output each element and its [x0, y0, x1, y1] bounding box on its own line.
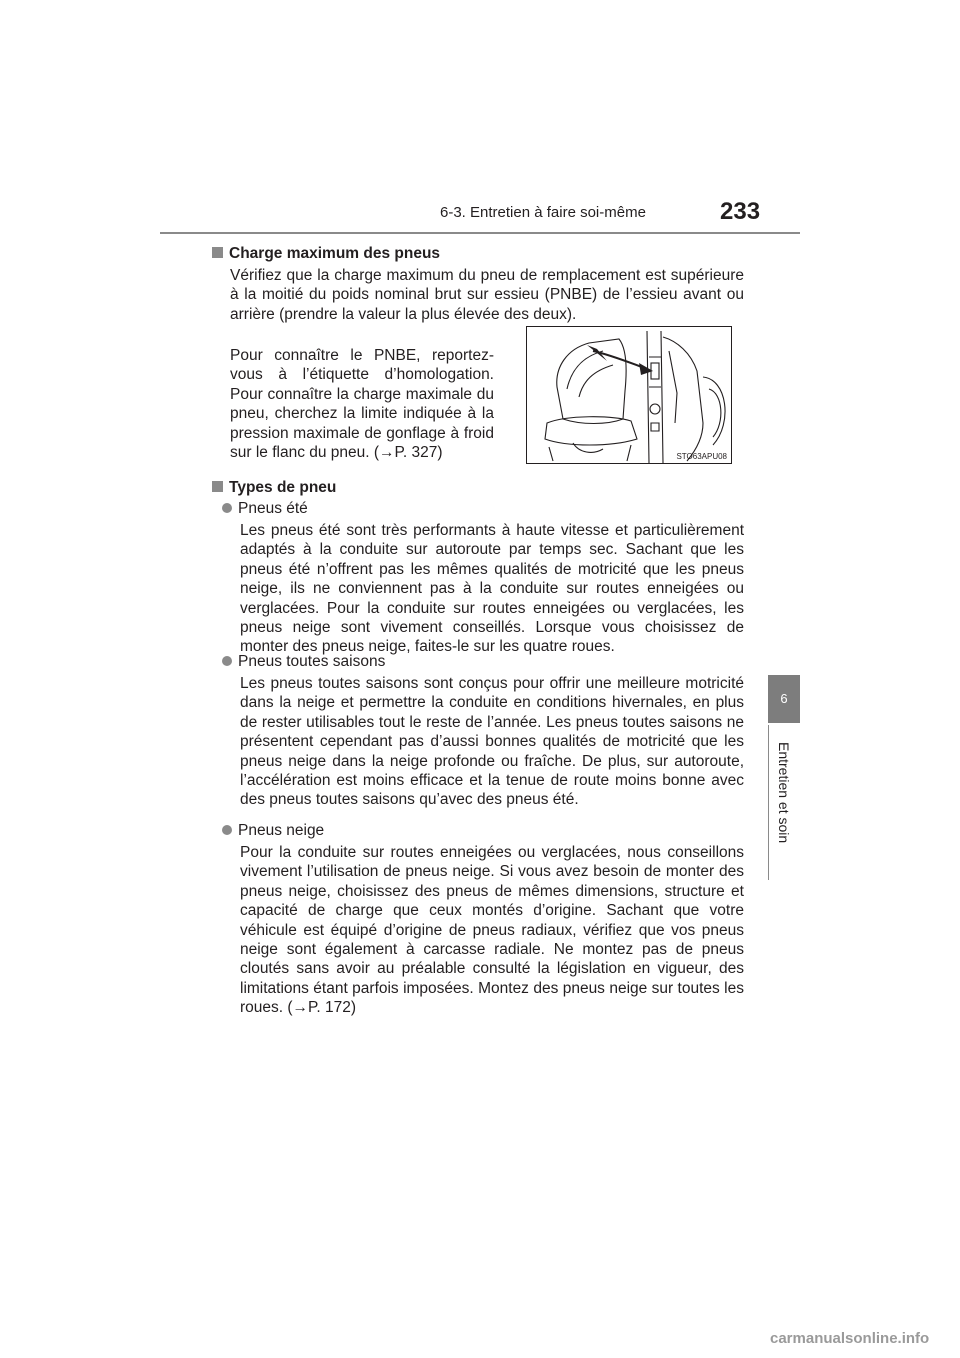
chapter-number-tab[interactable]: 6 — [768, 675, 800, 723]
all-season-tire-title: Pneus toutes saisons — [238, 653, 386, 670]
figure-code: STO63APU08 — [676, 452, 727, 461]
charge-paragraph: Vérifiez que la charge maximum du pneu de remplacement est supérieure à la moitié du poids nominal brut sur essieu (PNBE) de l’essieu avant ou arrière (prendre la valeur la plus élevée des deux). — [230, 267, 744, 323]
snow-tire-text: Pour la conduite sur routes enneigées ou verglacées, nous conseillons vivement l’utilisation de pneus neige. Si vous avez besoin de monter des pneus neige, choisissez des pneus de mêmes dimensions, structure et capacité de charge que ceux montés d’origine. Sachant que votre véhicule est équipé d’origine de pneus radiaux, vérifiez que vos pneus neige sont également à carcasse radiale. Ne montez pas de pneus cloutés sans avoir au préalable consulté la législation en vigueur, des limitations étant parfois imposées. Montez des pneus neige sur toutes les roues. (→P. 172) — [240, 844, 744, 1017]
pnbe-paragraph: Pour connaître le PNBE, reportez-vous à l’étiquette d’homologation. Pour connaître la charge maximale du pneu, cherchez la limite indiquée à la pression maximale de gonflage à froid sur le flanc du pneu. (→P. 327) — [230, 347, 494, 462]
page-number: 233 — [720, 198, 761, 225]
types-heading — [212, 479, 336, 497]
round-bullet-icon — [222, 503, 232, 513]
snow-tire-title: Pneus neige — [238, 822, 325, 839]
snow-tire-item — [222, 822, 324, 840]
watermark: carmanualsonline.info — [770, 1330, 930, 1347]
door-label-illustration — [526, 326, 732, 464]
car-door-drawing — [527, 327, 731, 463]
charge-heading — [212, 245, 440, 263]
header-divider — [160, 232, 800, 234]
round-bullet-icon — [222, 656, 232, 666]
charge-heading-text: Charge maximum des pneus — [229, 245, 441, 262]
types-heading-text: Types de pneu — [229, 479, 337, 496]
all-season-tire-text: Les pneus toutes saisons sont conçus pour offrir une meilleure motricité dans la neige et permettre la conduite en conditions hivernales, en plus de rester utilisables tout le reste de l’année. Les pneus toutes saisons ne présentent cependant pas d’aussi bonnes qualités de motricité que les pneus neige dans la neige profonde ou fraîche. De plus, sur autoroute, l’accélération est moins efficace et la tenue de route moins bonne avec des pneus toutes saisons qu’avec des pneus été. — [240, 675, 744, 809]
summer-tire-title: Pneus été — [238, 500, 308, 517]
chapter-title-tab[interactable]: Entretien et soin — [776, 742, 792, 844]
all-season-tire-item — [222, 653, 385, 671]
square-bullet-icon — [212, 247, 223, 258]
summer-tire-text: Les pneus été sont très performants à haute vitesse et particulièrement adaptés à la conduite sur autoroute par temps sec. Sachant que les pneus été n’offrent pas les mêmes qualités de motricité que les pneus neige, ils ne conviennent pas à la conduite sur routes enneigées ou verglacées. Pour la conduite sur routes enneigées ou verglacées, les pneus neige sont vivement conseillés. Lorsque vous choisissez de monter des pneus neige, faites-le sur les quatre roues. — [240, 522, 744, 656]
section-title: 6-3. Entretien à faire soi-même — [440, 204, 646, 221]
round-bullet-icon — [222, 825, 232, 835]
square-bullet-icon — [212, 481, 223, 492]
summer-tire-item — [222, 500, 308, 518]
